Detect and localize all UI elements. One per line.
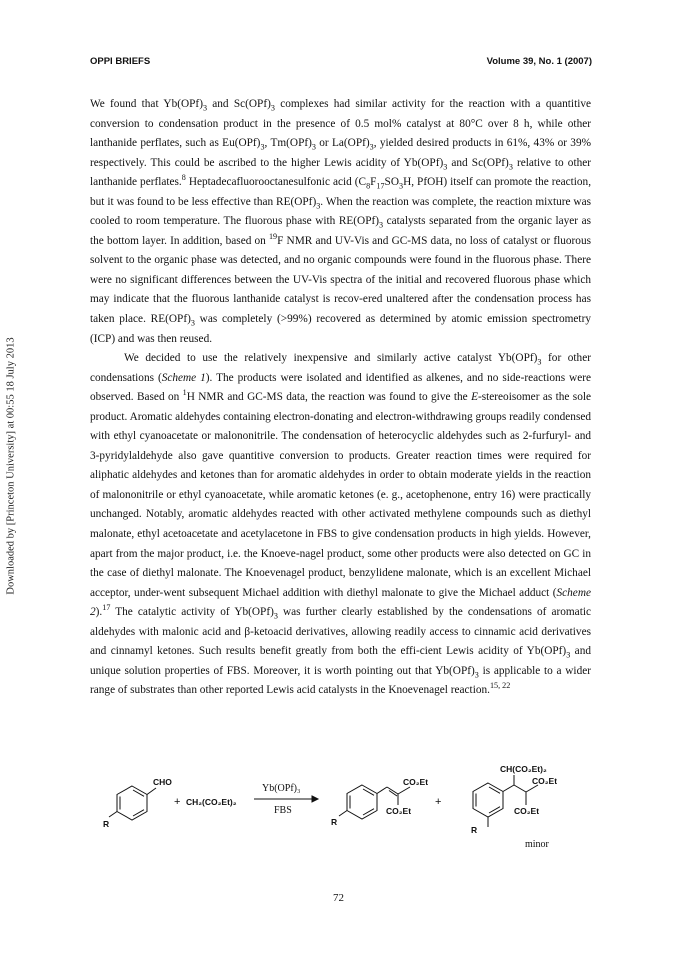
running-header <box>90 56 592 70</box>
article-body <box>90 95 591 701</box>
download-notice: Downloaded by [Princeton University] at 00:55 18 July 2013 <box>5 337 17 595</box>
journal-section-title: OPPI BRIEFS <box>90 56 151 67</box>
minor-r-label: R <box>471 825 478 835</box>
download-watermark <box>2 236 20 696</box>
citation-8: 8 <box>181 173 186 183</box>
scheme-2-diagram <box>90 763 600 863</box>
diethyl-malonate-label: CH₂(CO₂Et)₂ <box>186 797 237 807</box>
volume-info: Volume 39, No. 1 (2007) <box>486 56 592 67</box>
minor-ester-top: CO₂Et <box>532 776 558 786</box>
minor-ester-bottom: CO₂Et <box>514 806 540 816</box>
scheme-2-reference: Scheme 2 <box>90 586 591 619</box>
citation-15-22: 15, 22 <box>489 681 511 691</box>
product-ring <box>347 785 377 819</box>
solvent-label: FBS <box>274 805 292 816</box>
minor-malonate-label: CH(CO₂Et)₂ <box>500 764 547 774</box>
product-ester-top: CO₂Et <box>403 777 429 787</box>
r-substituent-label: R <box>103 819 110 829</box>
catalyst-label: Yb(OPf)₃ <box>262 783 301 794</box>
product-ester-bottom: CO₂Et <box>386 806 412 816</box>
page-number: 72 <box>333 892 344 904</box>
plus-sign: + <box>174 796 181 808</box>
paragraph-2: We decided to use the relatively inexpensive and similarly active catalyst $Yb(OPf)_3$ for other condensations (Scheme 1). The products were isolated and identified as alkenes, and no side-reactions were observed. Based on $^1$H NMR and GC-MS data, the reaction was found to give the E-stereoisomer as the sole product. Aromatic aldehydes containing electron-donating and electron-withdrawing groups readily condensed with ethyl cyanoacetate or malononitrile. The condensation of heterocyclic aldehydes such as 2-furfuryl- and 3-pyridylaldehyde also gave quantitive conversion to products. Greater reaction times were required for aliphatic aldehydes and ketones than for aromatic aldehydes in order to obtain moderate yields in the reaction of malononitrile or ethyl cyanoacetate, while aromatic ketones (e. g., acetophenone, entry 16) were practically unchanged. Notably, aromatic aldehydes reacted with other activated methylene compounds such as diethyl malonate, ethyl acetoacetate and acetylacetone in FBS to give condensation products in high yields. However, apart from the major product, i.e. the Knoeve-nagel product, some other products were also detected on GC in the case of diethyl malonate. The Knoevenagel product, benzylidene malonate, which is an excellent Michael acceptor, under-went subsequent Michael addition with diethyl malonate to give the Michael adduct (Scheme 2).$^{17}$ The catalytic activity of $Yb(OPf)_3$ was further clearly established by the condensations of aromatic aldehydes with malonic acid and β-ketoacid derivatives, allowing readily access to cinnamic acid derivatives and cinnamyl ketones. Such results benefit greatly from both the effi-cient Lewis acidity of $Yb(OPf)_3$ and unique solution properties of FBS. Moreover, it is worth pointing out that $Yb(OPf)_3$ is applicable to a wider range of substrates than other reported Lewis acid catalysts in the Knoevenagel reaction.$^{15, 22}$ <box>90 352 591 697</box>
benzaldehyde-ring <box>117 786 147 820</box>
paragraph-1: We found that $Yb(OPf)_3$ and $Sc(OPf)_3$ complexes had similar activity for the reaction with a quantitive conversion to condensation product in the presence of 0.5 mol% catalyst at 80°C over 8 h, while other lanthanide perflates, such as $Eu(OPf)_3$, $Tm(OPf)_3$ or $La(OPf)_3$, yielded desired products in 61%, 43% or 39% respectively. This could be ascribed to the higher Lewis acidity of $Yb(OPf)_3$ and $Sc(OPf)_3$ relative to other lanthanide perflates.$^8$ Heptadecafluorooctanesulfonic acid ($C_8F_{17}SO_3H$, PfOH) itself can promote the reaction, but it was found to be less effective than $RE(OPf)_3$. When the reaction was complete, the reaction mixture was cooled to room temperature. The fluorous phase with $RE(OPf)_3$ catalysts separated from the organic layer as the bottom layer. In addition, based on $^{19}$F NMR and UV-Vis and GC-MS data, no loss of catalyst or fluorous solvent to the organic phase was detected, and no organic compounds were found in the fluorous phase. There were no significant differences between the UV-Vis spectra of the initial and recovered fluorous phase which may indicate that the fluorous lanthanide catalyst is recov-ered unaltered after the condensation process has taken place. $RE(OPf)_3$ was completely (>99%) recovered as determined by atomic emission spectrometry (ICP) and was then reused. <box>90 98 592 345</box>
plus-sign-2: + <box>435 796 442 808</box>
product-r-label: R <box>331 817 338 827</box>
aldehyde-label: CHO <box>153 777 172 787</box>
scheme-1-reference: Scheme 1 <box>161 371 206 384</box>
minor-product-ring <box>473 783 503 817</box>
minor-label: minor <box>525 839 549 850</box>
